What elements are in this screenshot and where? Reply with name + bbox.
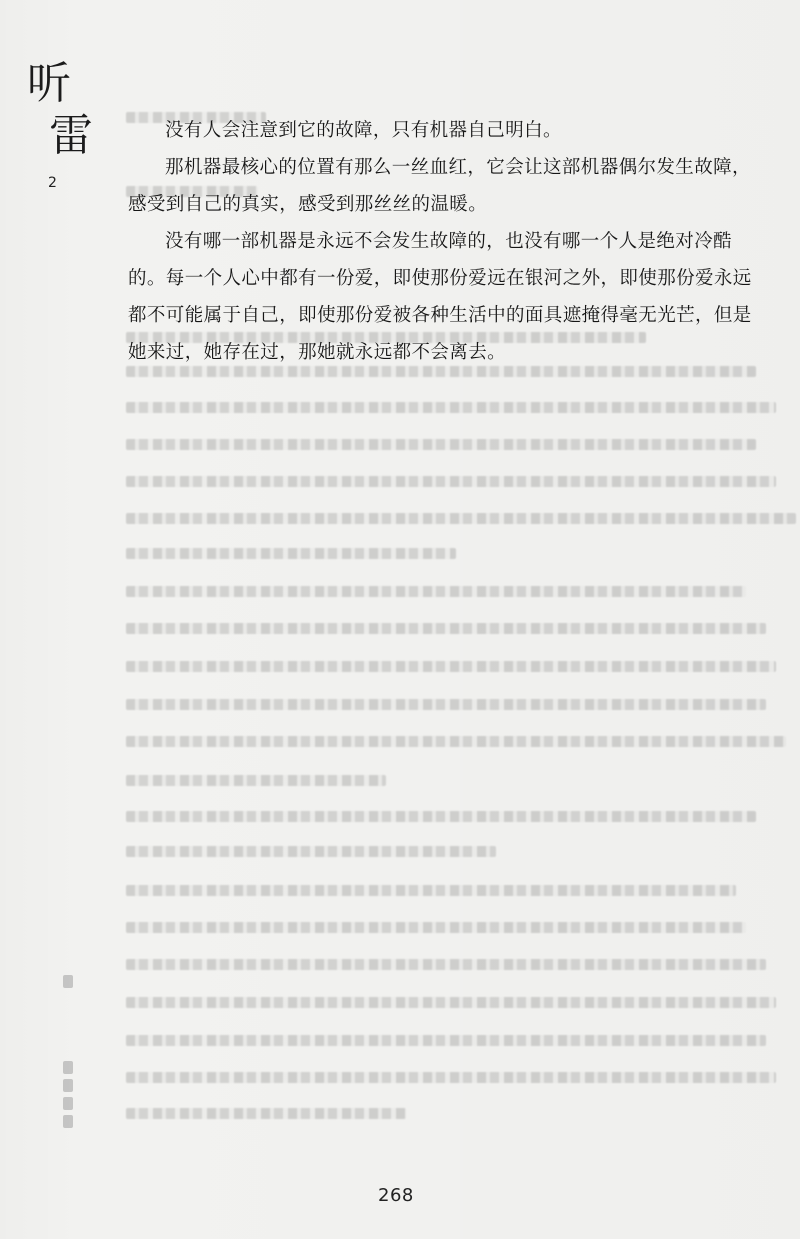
bleed-line (126, 402, 776, 413)
bleed-line (126, 699, 766, 710)
book-title-vertical (27, 58, 97, 172)
faint-mark (63, 1115, 73, 1128)
paragraph-1: 没有人会注意到它的故障，只有机器自己明白。 (165, 120, 562, 141)
bleed-line (126, 997, 776, 1008)
paragraph-2: 那机器最核心的位置有那么一丝血红，它会让这部机器偶尔发生故障，感受到自己的真实，感受到那丝丝的温暖。 (128, 157, 751, 215)
bleed-line (126, 586, 746, 597)
faint-mark (63, 1079, 73, 1092)
bleed-line (126, 548, 456, 559)
main-text-block (128, 112, 758, 371)
bleed-line (126, 736, 786, 747)
faint-mark (63, 1097, 73, 1110)
bleed-line (126, 885, 736, 896)
bleed-line (126, 439, 756, 450)
bleed-line (126, 661, 776, 672)
title-char-1: 听 (27, 58, 71, 109)
faint-mark (63, 1061, 73, 1074)
bleed-line (126, 846, 496, 857)
left-margin-faint-marks (63, 975, 81, 1155)
bleed-line (126, 513, 796, 524)
bleed-line (126, 476, 776, 487)
bleed-line (126, 811, 756, 822)
bleed-line (126, 775, 386, 786)
bleed-line (126, 922, 746, 933)
paragraph-3: 没有哪一部机器是永远不会发生故障的，也没有哪一个人是绝对冷酷的。每一个人心中都有一份爱，即使那份爱远在银河之外，即使那份爱永远都不可能属于自己，即使那份爱被各种生活中的面具遮掩得毫无光芒，但是她来过，她存在过，那她就永远都不会离去。 (128, 231, 752, 363)
section-number: 2 (48, 175, 57, 191)
bleed-line (126, 623, 766, 634)
bleed-line (126, 1072, 776, 1083)
bleed-line (126, 959, 766, 970)
page-number: 268 (378, 1185, 414, 1206)
bleed-line (126, 1035, 766, 1046)
faint-mark (63, 975, 73, 988)
title-char-2: 雷 (49, 110, 93, 161)
bleed-line (126, 1108, 406, 1119)
